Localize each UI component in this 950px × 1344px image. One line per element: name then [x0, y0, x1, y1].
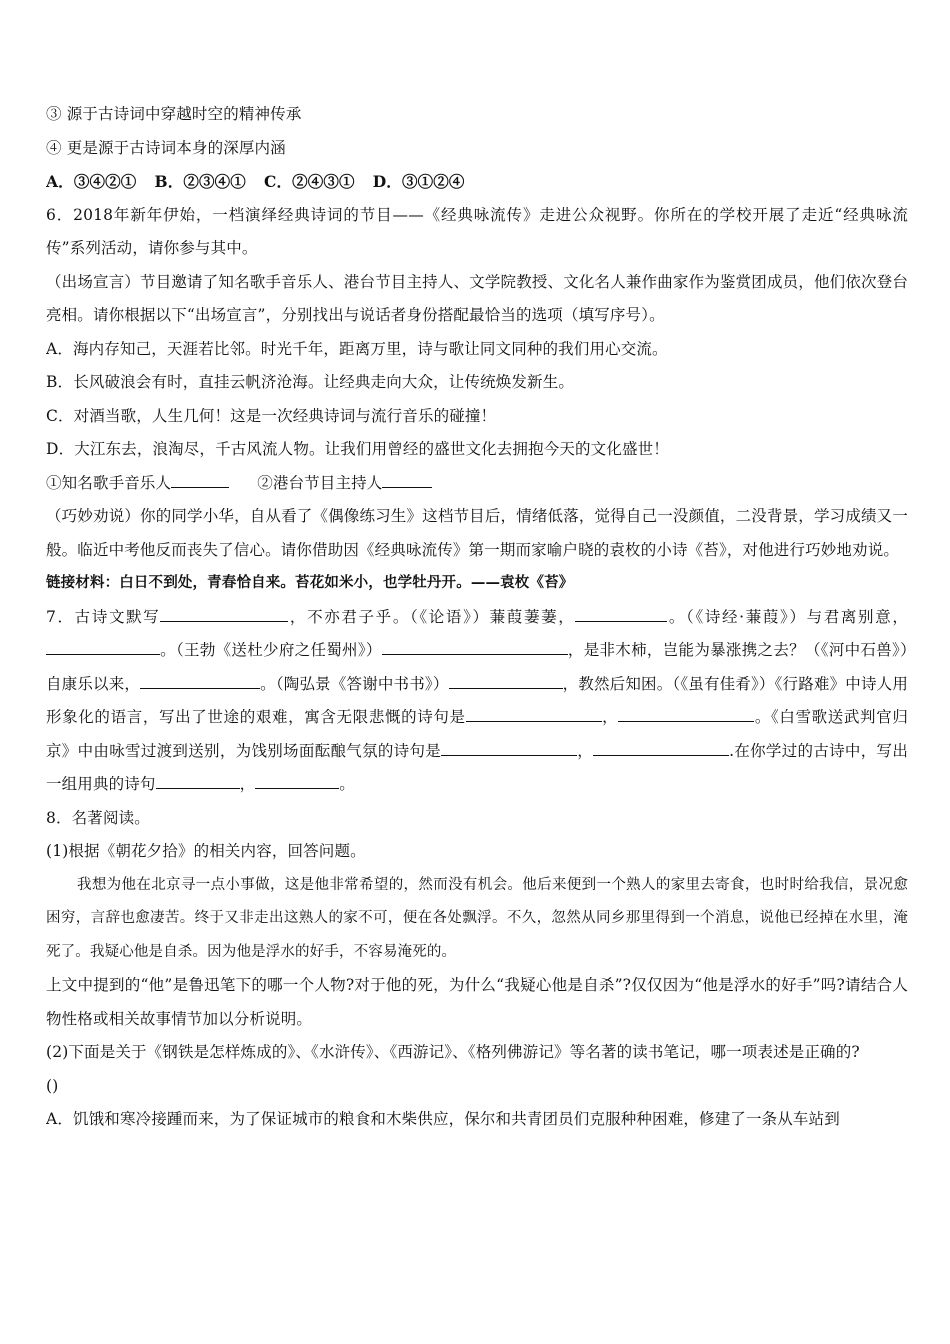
q7-blank-3[interactable]: [46, 640, 160, 655]
q7-blank-11[interactable]: [156, 774, 240, 789]
q7-blank-7[interactable]: [466, 707, 602, 722]
q6-option-a: A．海内存知己，天涯若比邻。时光千年，距离万里，诗与歌让同文同种的我们用心交流。: [46, 339, 668, 358]
q8-option-a: A．饥饿和寒冷接踵而来，为了保证城市的粮食和木柴供应，保尔和共青团员们克服种种困难，修建了一条从车站到: [46, 1110, 840, 1128]
q7-blank-10[interactable]: [593, 741, 729, 756]
q7-text-8: 。《白雪歌送武判官归京》中由咏雪过渡到送别，为饯别场面酝酿气氛的诗句是: [46, 708, 908, 760]
q6-fill-1-label: ①知名歌手音乐人: [46, 473, 172, 492]
q6-part2: （巧妙劝说）你的同学小华，自从看了《偶像练习生》这档节目后，情绪低落，觉得自己一没颜值，二没背景，学习成绩又一般。临近中考他反而丧失了信心。请你借助因《经典咏流传》第一期而家喻户晓的袁枚的小诗《苔》，对他进行巧妙地劝说。: [46, 507, 908, 559]
q7-text-7: ，教然后知困。（《虽有佳肴》）《行路难》中诗人用形象化的语言，写出了世途的艰难，寓含无限悲慨的诗句是: [46, 674, 908, 726]
q6-fill-2-blank[interactable]: [382, 473, 432, 488]
q6-part1: （出场宣言）节目邀请了知名歌手音乐人、港台节目主持人、文学院教授、文化名人兼作曲家作为鉴赏团成员，他们依次登台亮相。请你根据以下“出场宣言”，分别找出与说话者身份搭配最恰当的选项（填写序号）。: [46, 272, 908, 324]
q5-option-b: B．②③④①: [154, 172, 246, 191]
q7-blank-12[interactable]: [255, 774, 339, 789]
q5-item-4: ④ 更是源于古诗词本身的深厚内涵: [46, 138, 286, 157]
q7-blank-2[interactable]: [575, 607, 667, 622]
q8-question-1: 上文中提到的“他”是鲁迅笔下的哪一个人物?对于他的死，为什么“我疑心他是自杀”?仅仅因为“他是浮水的好手”吗?请结合人物性格或相关故事情节加以分析说明。: [46, 976, 908, 1028]
q7-comma-1: ，: [601, 708, 619, 726]
q6-intro: 6．2018年新年伊始，一档演绎经典诗词的节目——《经典咏流传》走进公众视野。你所在的学校开展了走近“经典咏流传”系列活动，请你参与其中。: [46, 205, 908, 257]
q8-sub-question-2: (2)下面是关于《钢铁是怎样炼成的》、《水浒传》、《西游记》、《格列佛游记》等名著的读书笔记，哪一项表述是正确的?: [46, 1043, 860, 1061]
q7-blank-6[interactable]: [449, 674, 563, 689]
q6-fill-1-blank[interactable]: [171, 473, 229, 488]
q6-fill-row: [46, 467, 908, 501]
q7-blank-4[interactable]: [382, 640, 568, 655]
q7-text-9: .在你学过的古诗中，写出一组用典的诗句: [46, 741, 908, 793]
q7-text-4: 。（王勃《送杜少府之任蜀州》）: [160, 641, 382, 659]
q7-comma-3: ，: [239, 775, 256, 793]
q8-answer-paren: (): [46, 1076, 59, 1095]
q7-text-2: ，不亦君子乎。（《论语》）蒹葭萋萋，: [288, 607, 576, 626]
q7-text-5: ，是非木柿，岂能为暴涨携之去？（《河中石兽》）自康乐以来，: [46, 641, 908, 693]
q5-options: [46, 165, 908, 199]
q5-option-c: C．②④③①: [263, 172, 355, 191]
q5-option-a: A．③④②①: [46, 172, 137, 191]
q7-blank-5[interactable]: [140, 674, 260, 689]
q7-text-3: 。（《诗经·蒹葭》）与君离别意，: [667, 607, 909, 626]
q7-text-1: 7．古诗文默写: [46, 607, 161, 626]
q6-option-d: D．大江东去，浪淘尽，千古风流人物。让我们用曾经的盛世文化去拥抱今天的文化盛世！: [46, 440, 669, 458]
q7-blank-8[interactable]: [618, 707, 754, 722]
q6-option-b: B．长风破浪会有时，直挂云帆济沧海。让经典走向大众，让传统焕发新生。: [46, 373, 574, 391]
q7-blank-1[interactable]: [160, 607, 288, 622]
q7-end: 。: [339, 775, 355, 793]
q8-title: 8．名著阅读。: [46, 808, 150, 827]
q5-option-d: D．③①②④: [372, 172, 465, 191]
q7-comma-2: ，: [577, 741, 594, 760]
q8-excerpt: 我想为他在北京寻一点小事做，这是他非常希望的，然而没有机会。他后来便到一个熟人的家里去寄食，也时时给我信，景况愈困穷，言辞也愈凄苦。终于又非走出这熟人的家不可，便在各处飘浮。不久，忽然从同乡那里得到一个消息，说他已经掉在水里，淹死了。我疑心他是自杀。因为他是浮水的好手，不容易淹死的。: [46, 876, 908, 960]
q7-dictation: [46, 601, 908, 802]
q5-item-3: ③ 源于古诗词中穿越时空的精神传承: [46, 105, 302, 123]
page-content: [46, 98, 908, 1137]
q7-text-6: 。（陶弘景《答谢中书书》）: [260, 674, 449, 693]
q6-link-material: 链接材料：白日不到处，青春恰自来。苔花如米小，也学牡丹开。——袁枚《苔》: [46, 575, 574, 591]
q7-blank-9[interactable]: [441, 741, 577, 756]
q6-option-c: C．对酒当歌，人生几何！这是一次经典诗词与流行音乐的碰撞！: [46, 406, 497, 425]
q6-fill-2-label: ②港台节目主持人: [257, 473, 383, 492]
q8-sub-question-1: (1)根据《朝花夕拾》的相关内容，回答问题。: [46, 842, 366, 860]
